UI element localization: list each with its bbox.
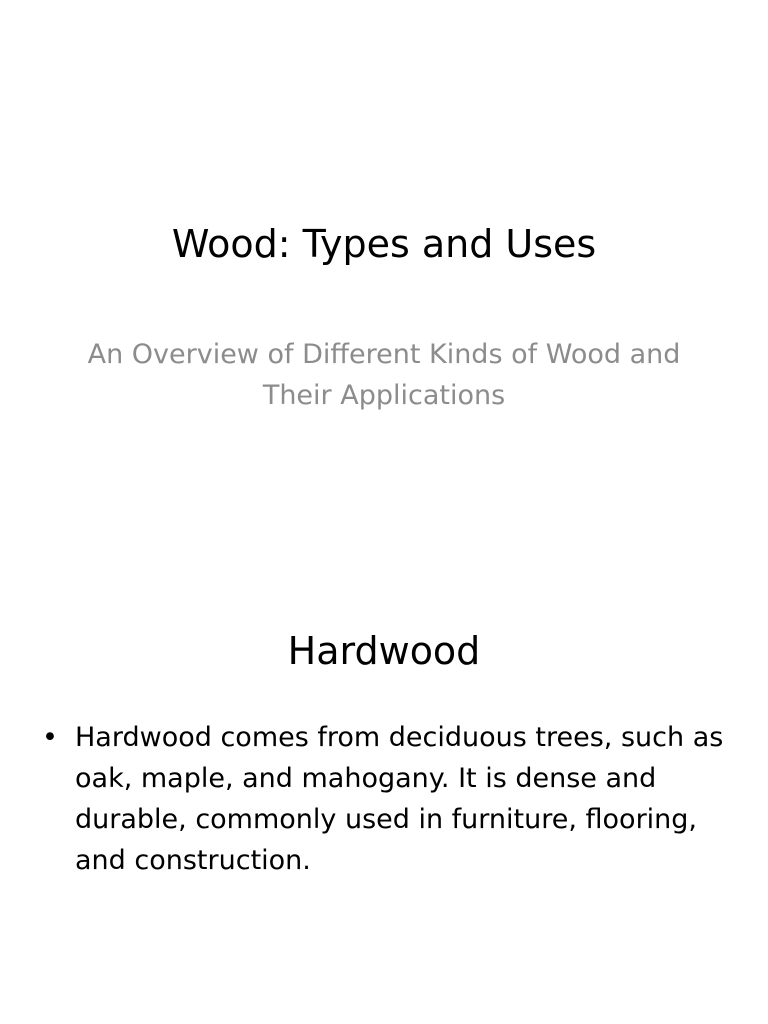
presentation-subtitle: An Overview of Different Kinds of Wood and Their Applications (87, 339, 681, 411)
bullet-list (0, 717, 768, 881)
slide-title: Hardwood (287, 629, 481, 673)
bullet-text: Hardwood comes from deciduous trees, such as oak, maple, and mahogany. It is dense and durable, commonly used in furniture, flooring, and construction. (75, 722, 724, 876)
bullet-dot-icon: • (42, 722, 58, 753)
hardwood-slide (0, 512, 768, 1024)
presentation-title: Wood: Types and Uses (171, 222, 597, 266)
bullet-item (0, 717, 768, 881)
